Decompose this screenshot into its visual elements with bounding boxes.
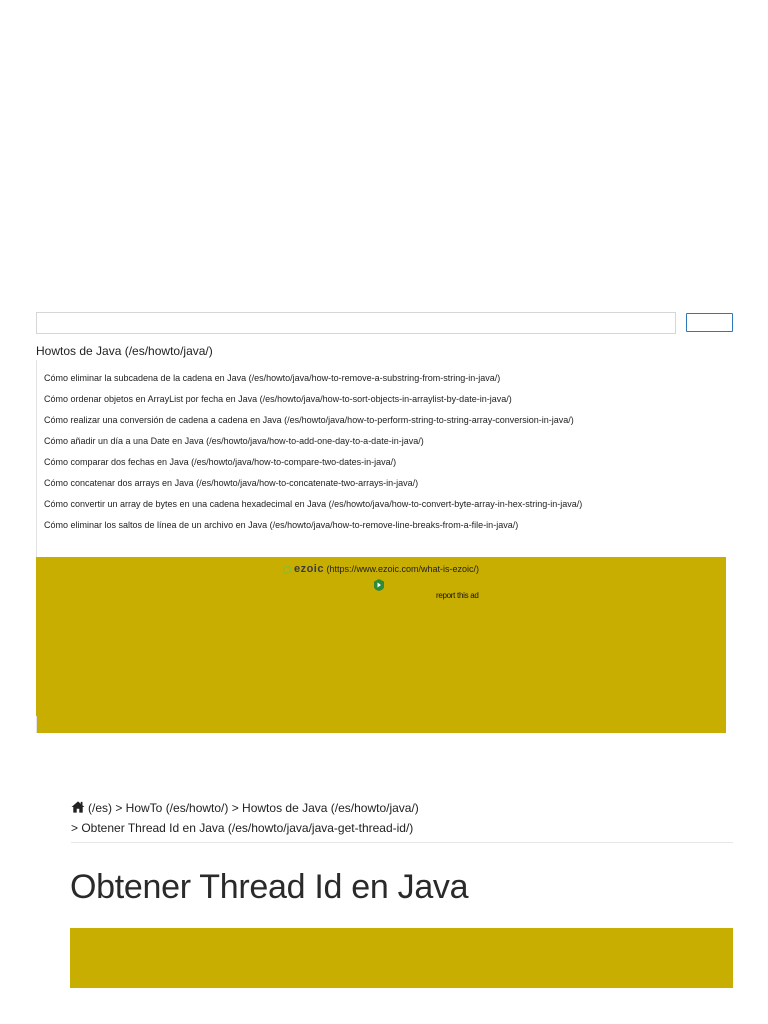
related-section-title[interactable]: Howtos de Java (/es/howto/java/) — [36, 344, 213, 358]
ezoic-logo-icon — [283, 566, 291, 574]
ad-placeholder — [70, 928, 733, 988]
related-link[interactable]: Cómo eliminar la subcadena de la cadena en Java (/es/howto/java/how-to-remove-a-substring-from-string-in-java/) — [44, 373, 501, 383]
report-ad-link[interactable]: report this ad — [436, 591, 479, 600]
divider-line — [36, 716, 37, 733]
breadcrumb-line-2[interactable]: > Obtener Thread Id en Java (/es/howto/java/java-get-thread-id/) — [71, 821, 414, 835]
related-link[interactable]: Cómo comparar dos fechas en Java (/es/howto/java/how-to-compare-two-dates-in-java/) — [44, 457, 397, 467]
home-icon[interactable] — [71, 801, 85, 813]
page-title: Obtener Thread Id en Java — [70, 868, 469, 906]
related-link[interactable]: Cómo ordenar objetos en ArrayList por fecha en Java (/es/howto/java/how-to-sort-objects-in-arraylist-by-date-in-java/) — [44, 394, 512, 404]
search-input[interactable] — [36, 312, 676, 334]
search-button[interactable] — [686, 313, 733, 332]
breadcrumb — [71, 798, 419, 838]
related-links-list — [44, 368, 582, 536]
header-divider — [71, 842, 733, 843]
related-link[interactable]: Cómo añadir un día a una Date en Java (/es/howto/java/how-to-add-one-day-to-a-date-in-java/) — [44, 436, 424, 446]
ad-choices-icon[interactable] — [374, 579, 384, 591]
related-link[interactable]: Cómo eliminar los saltos de línea de un archivo en Java (/es/howto/java/how-to-remove-line-breaks-from-a-file-in-java/) — [44, 520, 519, 530]
breadcrumb-line-1 — [71, 798, 419, 818]
related-link[interactable]: Cómo concatenar dos arrays en Java (/es/howto/java/how-to-concatenate-two-arrays-in-java/) — [44, 478, 419, 488]
breadcrumb-trail[interactable]: (/es) > HowTo (/es/howto/) > Howtos de Java (/es/howto/java/) — [88, 801, 419, 815]
related-link[interactable]: Cómo realizar una conversión de cadena a cadena en Java (/es/howto/java/how-to-perform-string-to-string-array-conversion-in-java/) — [44, 415, 574, 425]
ezoic-brand: ezoic — [293, 563, 324, 575]
related-links-box — [36, 360, 727, 558]
ezoic-link[interactable]: (https://www.ezoic.com/what-is-ezoic/) — [326, 564, 480, 574]
related-link[interactable]: Cómo convertir un array de bytes en una cadena hexadecimal en Java (/es/howto/java/how-to-convert-byte-array-in-hex-string-in-java/) — [44, 499, 583, 509]
search-bar — [36, 312, 734, 336]
ezoic-attribution[interactable] — [36, 563, 726, 575]
ad-banner — [36, 557, 726, 733]
